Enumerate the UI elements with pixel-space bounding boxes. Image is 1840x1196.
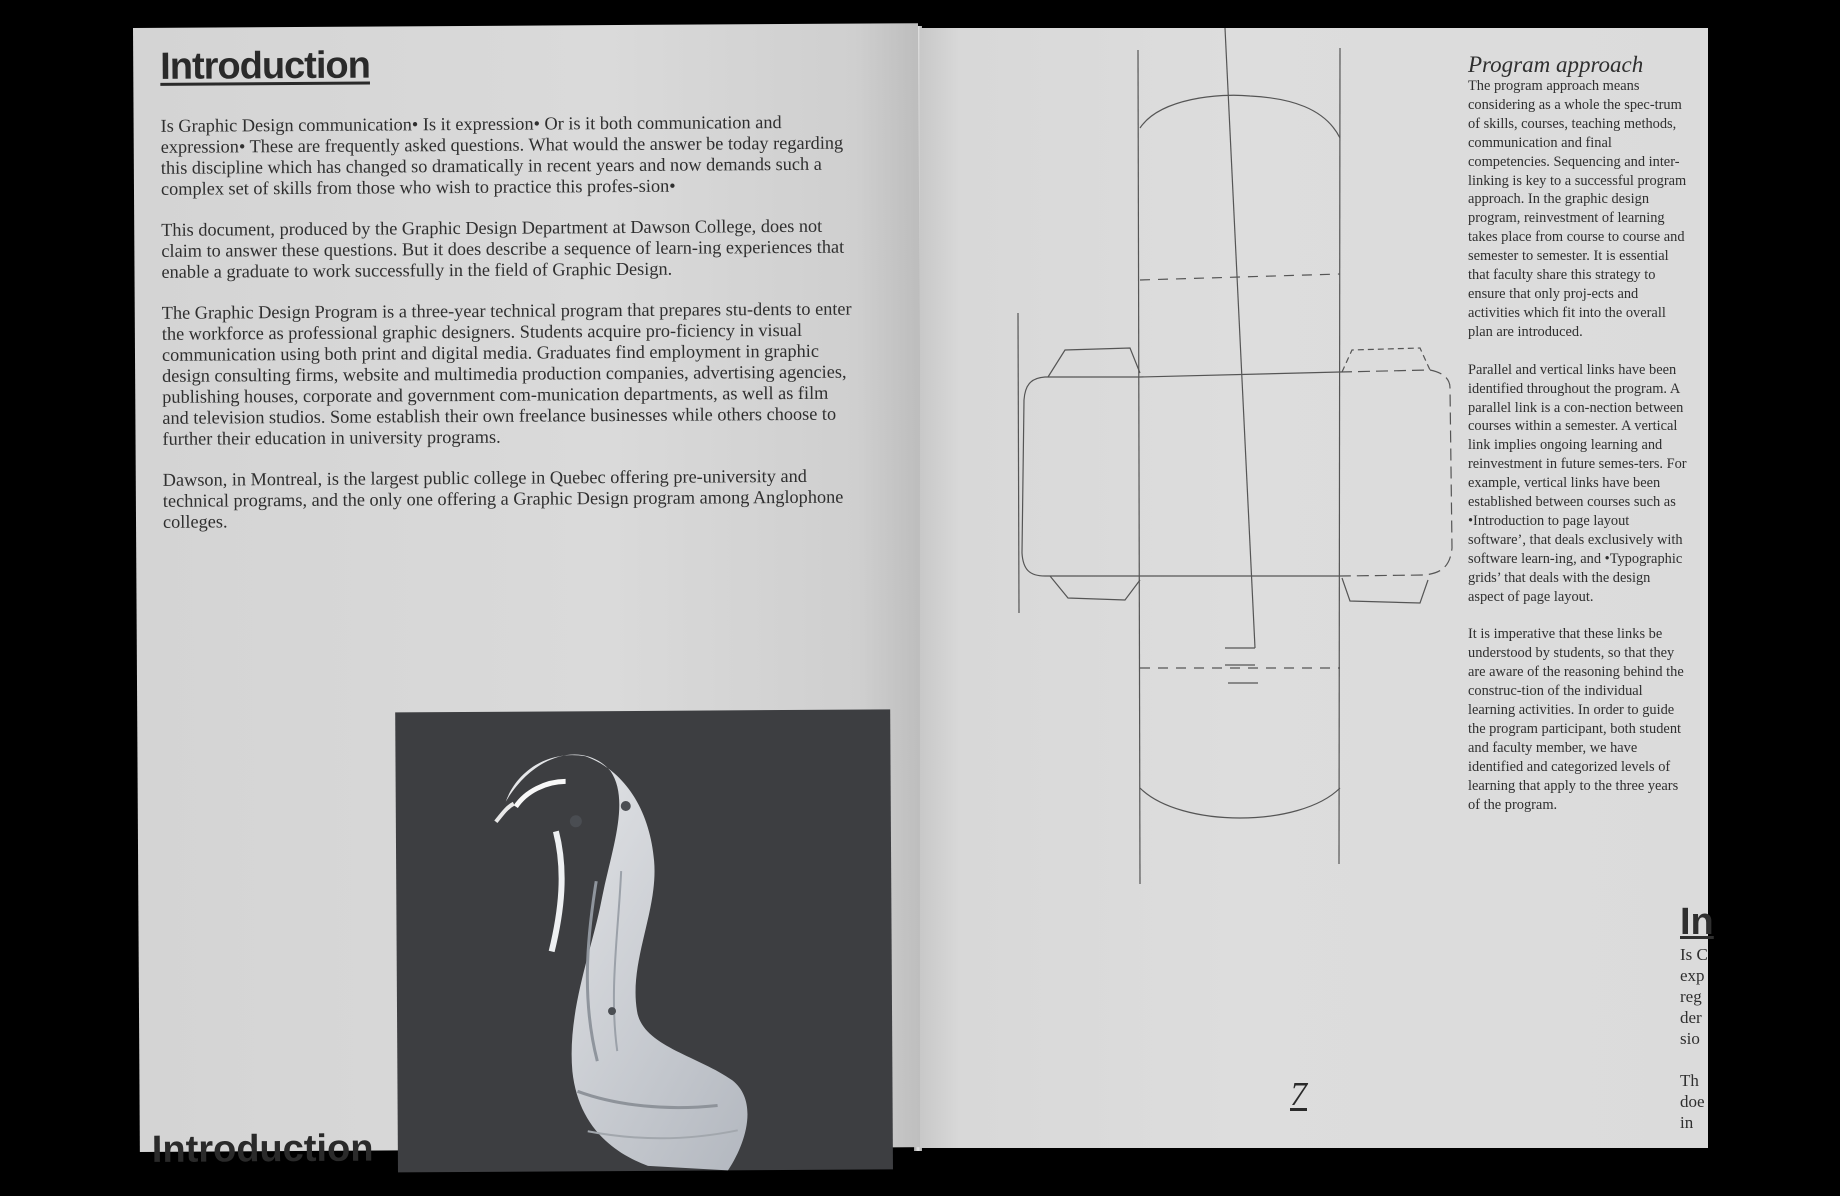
peek-line: in <box>1680 1113 1694 1132</box>
peek-line: sio <box>1680 1029 1700 1048</box>
right-page <box>920 28 1714 1148</box>
intro-paragraph-3: The Graphic Design Program is a three-year technical program that prepares stu-dents to enter the workforce as professional graphic designers. Students acquire pro-ficiency in visual communication using both print and digital media. Graduates find employment in graphic design consulting firms, website and multimedia production companies, advertising agencies, publishing houses, corporate and government com-munication departments, as well as film and television studios. Some establish their own freelance businesses while others choose to further their education in university programs. <box>161 298 852 449</box>
program-approach-sidebar <box>1468 53 1688 834</box>
peek-heading: In <box>1680 901 1714 943</box>
box-dieline-sketch <box>920 28 1440 828</box>
peek-line <box>1680 1049 1704 1070</box>
intro-body <box>161 112 854 553</box>
peek-line: der <box>1680 1008 1702 1027</box>
brushstroke-photo <box>395 709 893 1172</box>
sidebar-body <box>1468 77 1688 815</box>
peek-line: reg <box>1680 987 1702 1006</box>
peek-line: doe <box>1680 1092 1705 1111</box>
intro-paragraph-4: Dawson, in Montreal, is the largest public college in Quebec offering pre-university and technical programs, and the only one offering a Graphic Design program among Anglophone colleges. <box>162 465 844 532</box>
bottom-heading-fragment: Introduction <box>151 1127 374 1171</box>
left-page <box>133 23 925 1171</box>
sidebar-paragraph-2: Parallel and vertical links have been identified throughout the program. A parallel link is a con-nection between courses within a semester. A vertical link implies ongoing learning and reinvestment in future semes-ters. For example, vertical links have been established between courses such as •Introduction to page layout software’, that deals exclusively with software learn-ing, and •Typographic grids’ that deals with the design aspect of page layout. <box>1468 361 1687 605</box>
page-title: Introduction <box>160 44 370 88</box>
sidebar-paragraph-1: The program approach means considering as a whole the spec-trum of skills, courses, teaching methods, communication and final competencies. Sequencing and inter-linking is key to a successful program approach. In the graphic design program, reinvestment of learning takes place from course to course and semester to semester. It is essential that faculty share this strategy to ensure that only proj-ects and activities which fit into the overall plan are introduced. <box>1468 78 1687 340</box>
peek-line: Th <box>1680 1071 1699 1090</box>
sidebar-title: Program approach <box>1468 52 1644 77</box>
intro-paragraph-2: This document, produced by the Graphic Design Department at Dawson College, does not claim to answer these questions. But it does describe a sequence of learn-ing experiences that enable a graduate to work successfully in the field of Graphic Design. <box>161 215 845 282</box>
page-number: 7 <box>1290 1076 1307 1113</box>
peek-line: Is C <box>1680 945 1708 964</box>
intro-paragraph-1: Is Graphic Design communication• Is it expression• Or is it both communication and expression• These are frequently asked questions. What would the answer be today regarding this discipline which has changed so dramatically in recent years and now demands such a complex set of skills from those who wish to practice this profes-sion• <box>160 112 844 199</box>
sidebar-paragraph-3: It is imperative that these links be understood by students, so that they are aware of the reasoning behind the construc-tion of the individual learning activities. In order to guide the program participant, both student and faculty member, we have identified and categorized levels of learning that apply to the three years of the program. <box>1468 626 1684 813</box>
next-page-peek <box>1680 900 1714 1148</box>
peek-line: exp <box>1680 966 1705 985</box>
brushstroke-illustration <box>395 709 893 1172</box>
